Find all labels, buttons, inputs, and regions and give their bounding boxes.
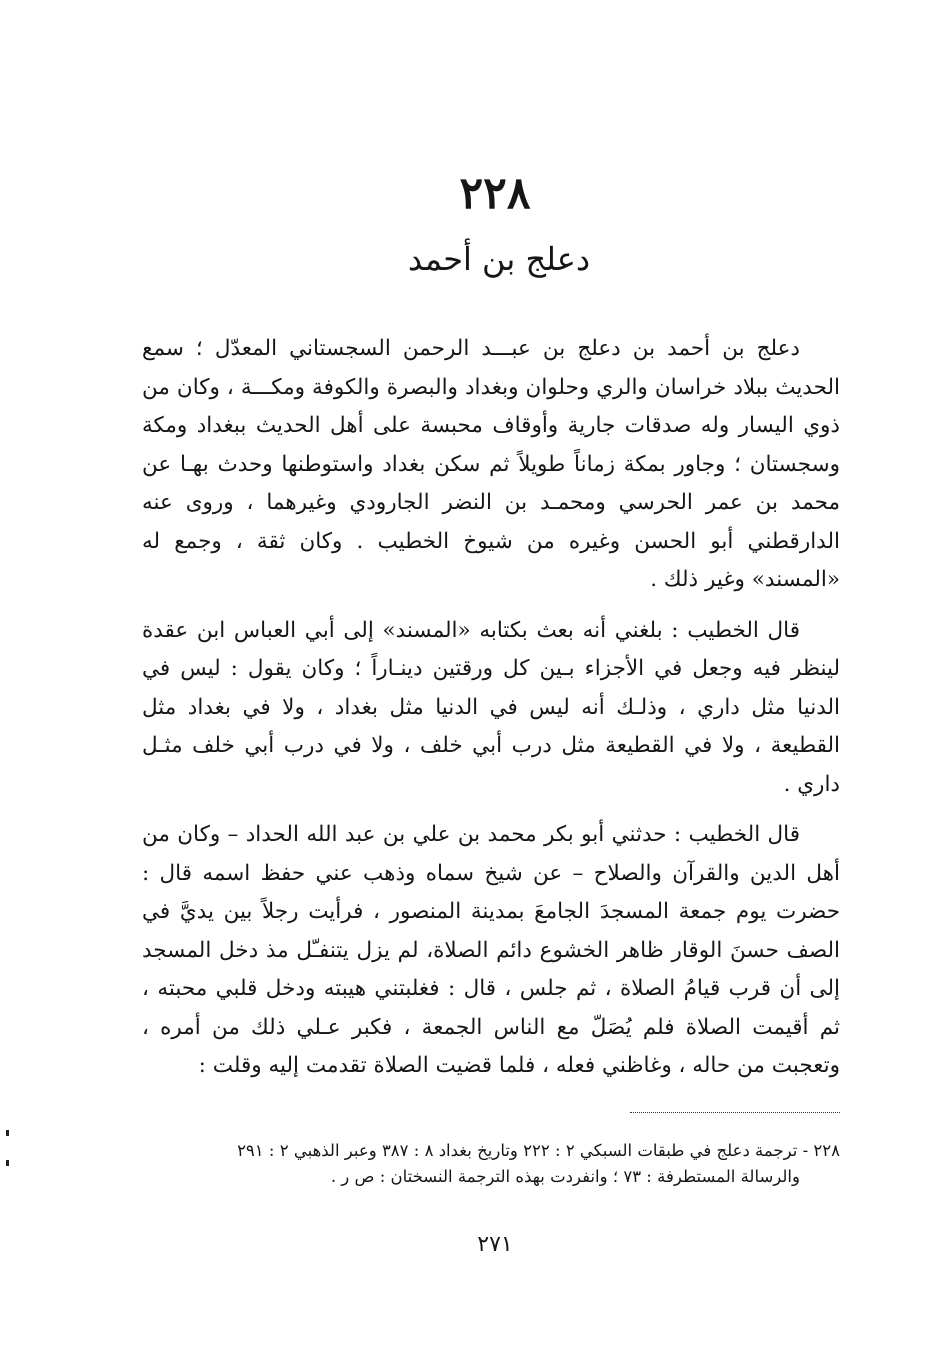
body-text [142,330,840,1098]
paragraph-khatib-musnad: قال الخطيب : بلغني أنه بعث بكتابه «المسند» إلى أبي العباس ابن عقدة لينظر فيه وجعل في الأجزاء بـين كل ورقتين دينـاراً ؛ وكان يقول : ليس في الدنيا مثل داري ، وذلـك أنه ليس في الدنيا مثل بغداد ، ولا في بغداد مثل القطيعة ، ولا في القطيعة مثل درب أبي خلف ، ولا في درب أبي خلف مثـل داري . [142,617,840,797]
footnote-divider [630,1112,840,1113]
footnote-line-1: ٢٢٨ - ترجمة دعلج في طبقات السبكي ٢ : ٢٢٢ وتاريخ بغداد ٨ : ٣٨٧ وعبر الذهبي ٢ : ٢٩١ [237,1141,840,1160]
footnote-line-2: والرسالة المستطرفة : ٧٣ ؛ وانفردت بهذه الترجمة النسختان : ص ر . [330,1167,800,1186]
edge-mark [6,1130,9,1136]
footnote [142,1138,840,1190]
entry-title: دعلج بن أحمد [407,240,591,278]
entry-number: ٢٢٨ [459,168,531,219]
paragraph-khatib-story: قال الخطيب : حدثني أبو بكر محمد بن علي بن عبد الله الحداد – وكان من أهل الدين والقرآن والصلاح – عن شيخ سماه وذهب عني حفظ اسمه قال : حضرت يوم جمعة المسجدَ الجامعَ بمدينة المنصور ، فرأيت رجلاً بين يديَّ في الصف حسنَ الوقار ظاهر الخشوع دائم الصلاة، لم يزل يتنفـّل مذ دخل المسجد إلى أن قرب قيامُ الصلاة ، ثم جلس ، قال : فغلبتني هيبته ودخل قلبي محبته ، ثم أقيمت الصلاة فلم يُصَلّ مع الناس الجمعة ، فكبر عـلي ذلك من أمره ، وتعجبت من حاله ، وغاظني فعله ، فلما قضيت الصلاة تقدمت إليه وقلت : [142,822,840,1078]
page-number: ٢٧١ [477,1232,513,1257]
paragraph-biography: دعلج بن أحمد بن دعلج بن عبـــد الرحمن السجستاني المعدّل ؛ سمع الحديث ببلاد خراسان والري وحلوان وبغداد والبصرة والكوفة ومكـــة ، وكان من ذوي اليسار وله صدقات جارية وأوقاف محبسة على أهل الحديث ببغداد ومكة وسجستان ؛ وجاور بمكة زماناً طويلاً ثم سكن بغداد واستوطنها وحدث بهـا عن محمد بن عمر الحرسي ومحمـد بن النضر الجارودي وغيرهما ، وروى عنه الدارقطني أبو الحسن وغيره من شيوخ الخطيب . وكان ثقة ، وجمع له «المسند» وغير ذلك . [142,336,840,592]
edge-mark [6,1160,9,1166]
